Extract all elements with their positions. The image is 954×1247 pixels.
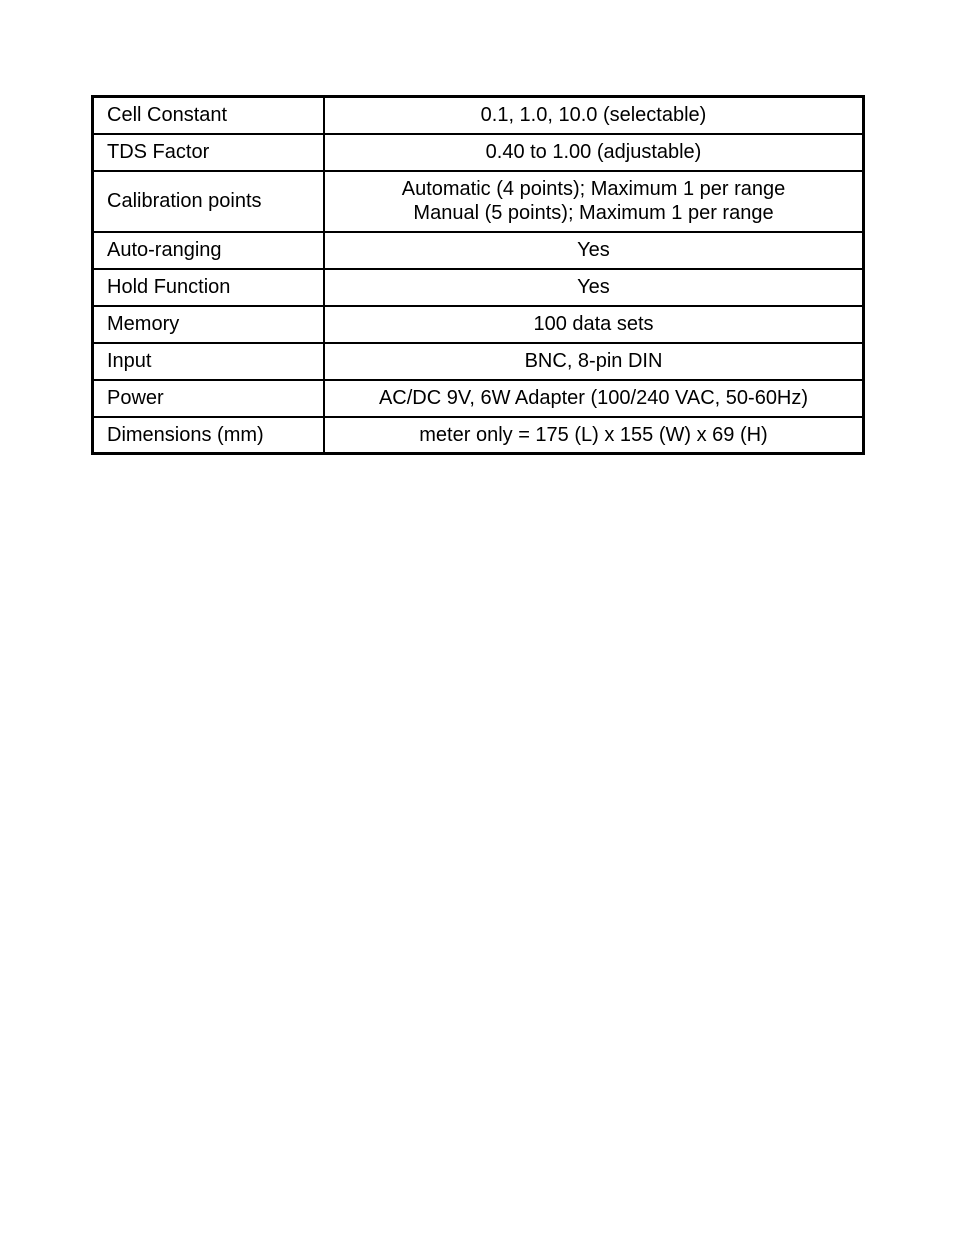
table-row <box>93 269 864 306</box>
spec-value-line: Manual (5 points); Maximum 1 per range <box>413 202 774 224</box>
spec-value <box>324 417 864 454</box>
spec-label: Calibration points <box>93 171 325 232</box>
spec-label: Hold Function <box>93 269 325 306</box>
spec-value-line: 0.40 to 1.00 (adjustable) <box>485 141 702 163</box>
spec-value <box>324 306 864 343</box>
spec-value-line: AC/DC 9V, 6W Adapter (100/240 VAC, 50-60Hz) <box>378 387 809 409</box>
table-row <box>93 306 864 343</box>
table-row <box>93 380 864 417</box>
spec-label: Power <box>93 380 325 417</box>
spec-value-line: Automatic (4 points); Maximum 1 per range <box>401 178 786 200</box>
spec-value-line: 100 data sets <box>533 313 654 335</box>
table-row <box>93 343 864 380</box>
table-row <box>93 171 864 232</box>
spec-label: Input <box>93 343 325 380</box>
spec-value-line: meter only = 175 (L) x 155 (W) x 69 (H) <box>419 423 768 446</box>
spec-label: Auto-ranging <box>93 232 325 269</box>
specifications-table <box>91 95 865 455</box>
spec-value <box>324 97 864 134</box>
table-row <box>93 232 864 269</box>
spec-value-line: 0.1, 1.0, 10.0 (selectable) <box>480 104 707 127</box>
spec-value-line: Yes <box>577 239 610 261</box>
table-row <box>93 97 864 134</box>
spec-value <box>324 343 864 380</box>
spec-value <box>324 232 864 269</box>
spec-label: Dimensions (mm) <box>93 417 325 454</box>
table-row <box>93 417 864 454</box>
spec-value-line: BNC, 8-pin DIN <box>524 350 663 372</box>
spec-label: Memory <box>93 306 325 343</box>
spec-value <box>324 380 864 417</box>
spec-value <box>324 171 864 232</box>
spec-value <box>324 269 864 306</box>
spec-value-line: Yes <box>577 276 610 298</box>
spec-label: TDS Factor <box>93 134 325 171</box>
spec-value <box>324 134 864 171</box>
spec-label: Cell Constant <box>93 97 325 134</box>
table-row <box>93 134 864 171</box>
